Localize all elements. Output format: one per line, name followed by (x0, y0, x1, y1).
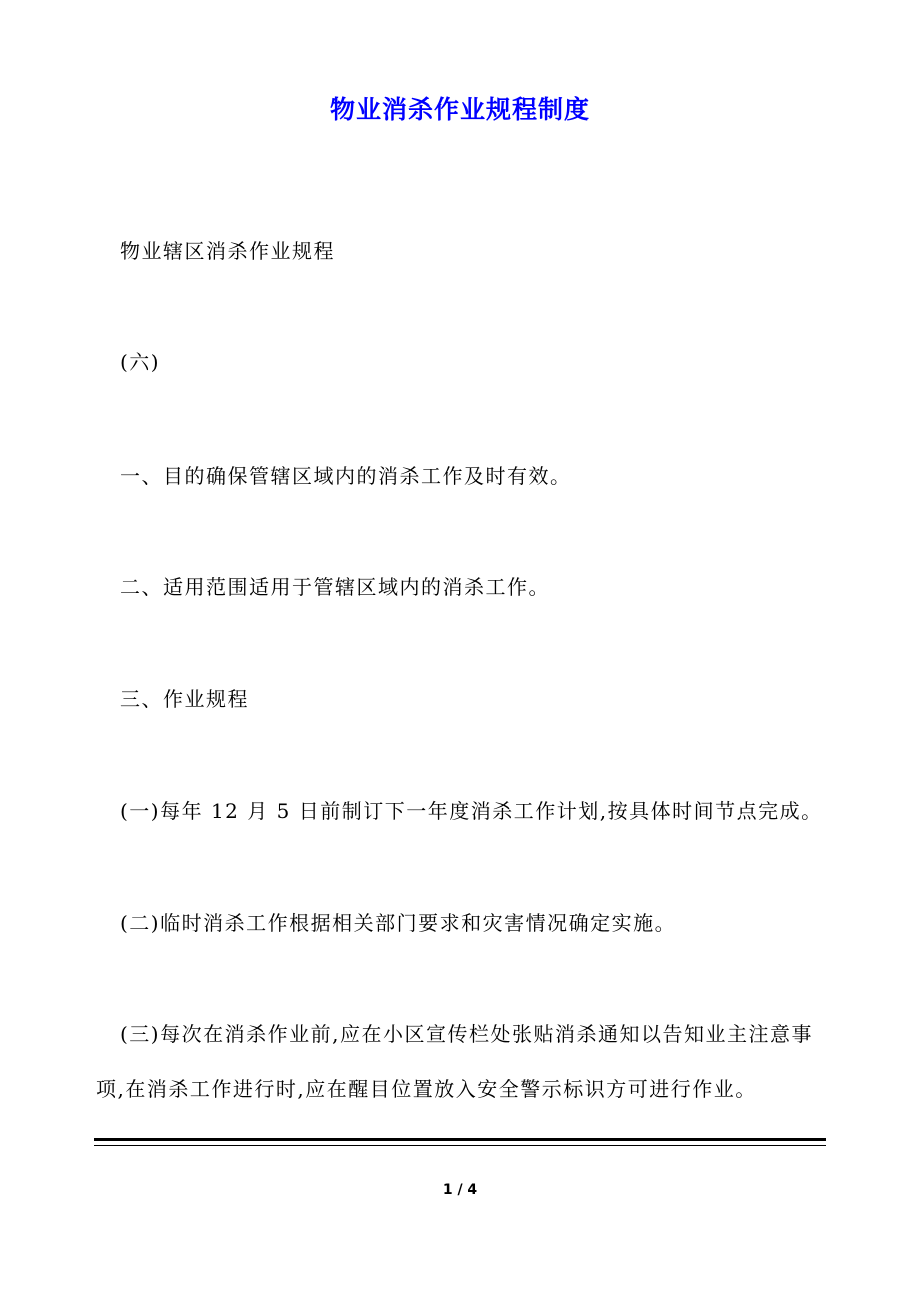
paragraph-section-number: (六) (120, 350, 161, 374)
page-number: 1 / 4 (442, 1182, 478, 1198)
paragraph-procedure-3: (三)每次在消杀作业前,应在小区宣传栏处张贴消杀通知以告知业主注意事项,在消杀工作进行时,应在醒目位置放入安全警示标识方可进行作业。 (96, 1022, 813, 1101)
document-title: 物业消杀作业规程制度 (329, 95, 590, 124)
paragraph-procedure-1: (一)每年 12 月 5 日前制订下一年度消杀工作计划,按具体时间节点完成。 (120, 799, 823, 823)
paragraph-procedure-heading: 三、作业规程 (120, 687, 249, 711)
footer-divider (94, 1138, 826, 1146)
paragraph-procedure-2: (二)临时消杀工作根据相关部门要求和灾害情况确定实施。 (120, 911, 677, 935)
paragraph-scope: 二、适用范围适用于管辖区域内的消杀工作。 (120, 575, 550, 599)
paragraph-purpose: 一、目的确保管辖区域内的消杀工作及时有效。 (120, 464, 572, 488)
paragraph-subtitle: 物业辖区消杀作业规程 (120, 239, 335, 263)
